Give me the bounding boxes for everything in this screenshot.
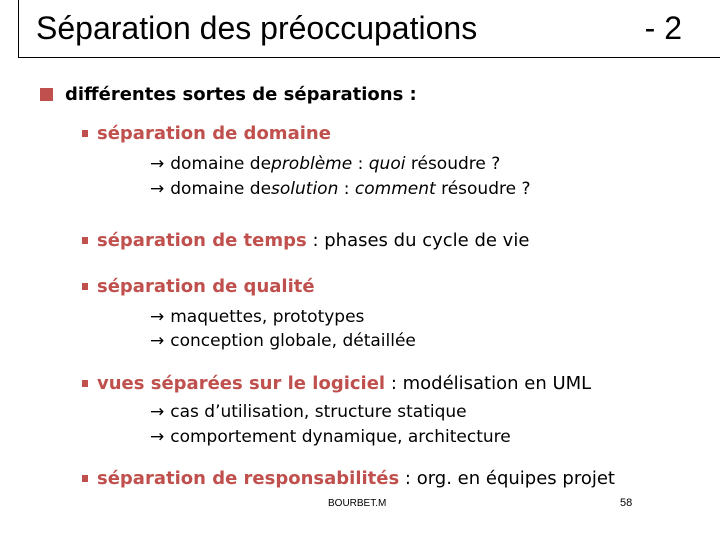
- item-label: séparation de qualité: [97, 276, 315, 297]
- sub-item-text: :: [352, 154, 369, 174]
- sub-item-text: domaine de: [170, 179, 272, 199]
- footer-page-number: 58: [620, 497, 633, 509]
- item-text: : modélisation en UML: [385, 373, 592, 394]
- sub-item-text: résoudre ?: [405, 154, 501, 174]
- item-text: : phases du cycle de vie: [306, 230, 530, 251]
- square-bullet-icon: [40, 88, 53, 101]
- arrow-icon: →: [150, 402, 165, 422]
- square-bullet-icon: [82, 475, 88, 482]
- slide-part-number: - 2: [644, 10, 682, 46]
- square-bullet-icon: [82, 283, 88, 290]
- sub-item-solution: [150, 179, 531, 199]
- sub-item-text: :: [338, 179, 355, 199]
- sub-item-text: cas d’utilisation, structure statique: [170, 402, 467, 422]
- item-responsabilites: [82, 468, 615, 489]
- square-bullet-icon: [82, 380, 88, 387]
- sub-item-text: maquettes, prototypes: [170, 307, 365, 327]
- slide-title: Séparation des préoccupations: [36, 10, 478, 46]
- item-qualite: [82, 276, 315, 297]
- item-label: séparation de responsabilités: [97, 468, 400, 489]
- sub-item-emphasis: problème: [271, 154, 353, 174]
- footer-author: BOURBET.M: [328, 498, 387, 509]
- heading-text: différentes sortes de séparations :: [65, 84, 417, 105]
- arrow-icon: →: [150, 154, 165, 174]
- sub-item-emphasis: quoi: [368, 154, 406, 174]
- sub-item-emphasis: solution: [271, 179, 339, 199]
- arrow-icon: →: [150, 427, 165, 447]
- item-label: vues séparées sur le logiciel: [97, 373, 386, 394]
- sub-item-maquettes: [150, 307, 364, 327]
- square-bullet-icon: [82, 130, 88, 137]
- sub-item-cas-utilisation: [150, 402, 467, 422]
- sub-item-text: domaine de: [170, 154, 272, 174]
- item-label: séparation de domaine: [97, 123, 331, 144]
- item-domaine: [82, 123, 331, 144]
- sub-item-probleme: [150, 154, 500, 174]
- sub-item-comportement: [150, 427, 511, 447]
- arrow-icon: →: [150, 179, 165, 199]
- sub-item-text: conception globale, détaillée: [170, 331, 416, 351]
- sub-item-text: comportement dynamique, architecture: [170, 427, 511, 447]
- sub-item-conception: [150, 331, 416, 351]
- arrow-icon: →: [150, 331, 165, 351]
- square-bullet-icon: [82, 237, 88, 244]
- item-text: : org. en équipes projet: [399, 468, 615, 489]
- arrow-icon: →: [150, 307, 165, 327]
- sub-item-emphasis: comment: [354, 179, 436, 199]
- item-label: séparation de temps: [97, 230, 307, 251]
- item-temps: [82, 230, 529, 251]
- item-vues: [82, 373, 591, 394]
- sub-item-text: résoudre ?: [435, 179, 531, 199]
- heading-item: [40, 84, 417, 105]
